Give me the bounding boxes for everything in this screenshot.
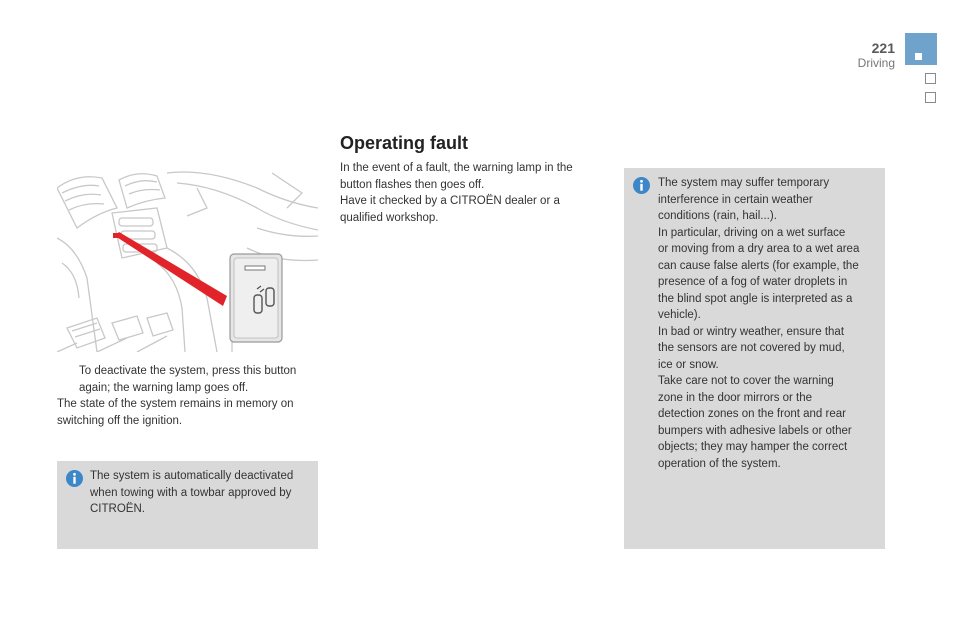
note-line: zone in the door mirrors or the (658, 391, 813, 404)
note-line: In particular, driving on a wet surface (658, 226, 846, 239)
note-line: can cause false alerts (for example, the (658, 259, 859, 272)
page-number: 221 (871, 40, 895, 56)
instruction-bullet (57, 363, 322, 396)
memory-paragraph: The state of the system remains in memory on switching off the ignition. (57, 398, 294, 427)
interference-note-lines (658, 175, 875, 472)
towing-note (57, 461, 318, 549)
fault-text (340, 160, 600, 226)
note-line: the blind spot angle is interpreted as a (658, 292, 853, 305)
info-icon (66, 470, 83, 487)
note-line: vehicle). (658, 309, 701, 321)
interference-note (624, 168, 885, 549)
note-line: Take care not to cover the warning (658, 375, 834, 387)
note-line: In bad or wintry weather, ensure that (658, 325, 845, 338)
note-line: ice or snow. (658, 358, 719, 371)
left-column-text (57, 363, 322, 429)
dashboard-illustration (57, 168, 318, 352)
note-line: operation of the system. (658, 457, 781, 470)
section-name: Driving (857, 56, 895, 70)
note-line: interference in certain weather (658, 193, 813, 206)
towing-note-text: The system is automatically deactivated when towing with a towbar approved by CITROËN. (90, 470, 294, 515)
chapter-tab-empty[interactable] (925, 73, 936, 84)
tab-marker (915, 53, 922, 60)
note-line: presence of a fog of water droplets in (658, 276, 848, 288)
note-line: The system may suffer temporary (658, 177, 830, 189)
note-line: bumpers with adhesive labels or other (658, 424, 852, 437)
bullet-marker (57, 363, 79, 396)
note-line: the sensors are not covered by mud, (658, 342, 845, 354)
dealer-paragraph: Have it checked by a CITROËN dealer or a qualified workshop. (340, 195, 560, 224)
chapter-tab-active[interactable] (905, 33, 937, 65)
bullet-text: To deactivate the system, press this button again; the warning lamp goes off. (79, 365, 297, 394)
note-line: or moving from a dry area to a wet area (658, 243, 860, 255)
chapter-tab-empty[interactable] (925, 92, 936, 103)
note-line: detection zones on the front and rear (658, 408, 846, 420)
section-heading: Operating fault (340, 133, 469, 153)
fault-paragraph: In the event of a fault, the warning lamp in the button flashes then goes off. (340, 162, 573, 191)
note-line: conditions (rain, hail...). (658, 210, 777, 222)
note-line: objects; they may hamper the correct (658, 441, 848, 453)
info-icon (633, 177, 650, 194)
